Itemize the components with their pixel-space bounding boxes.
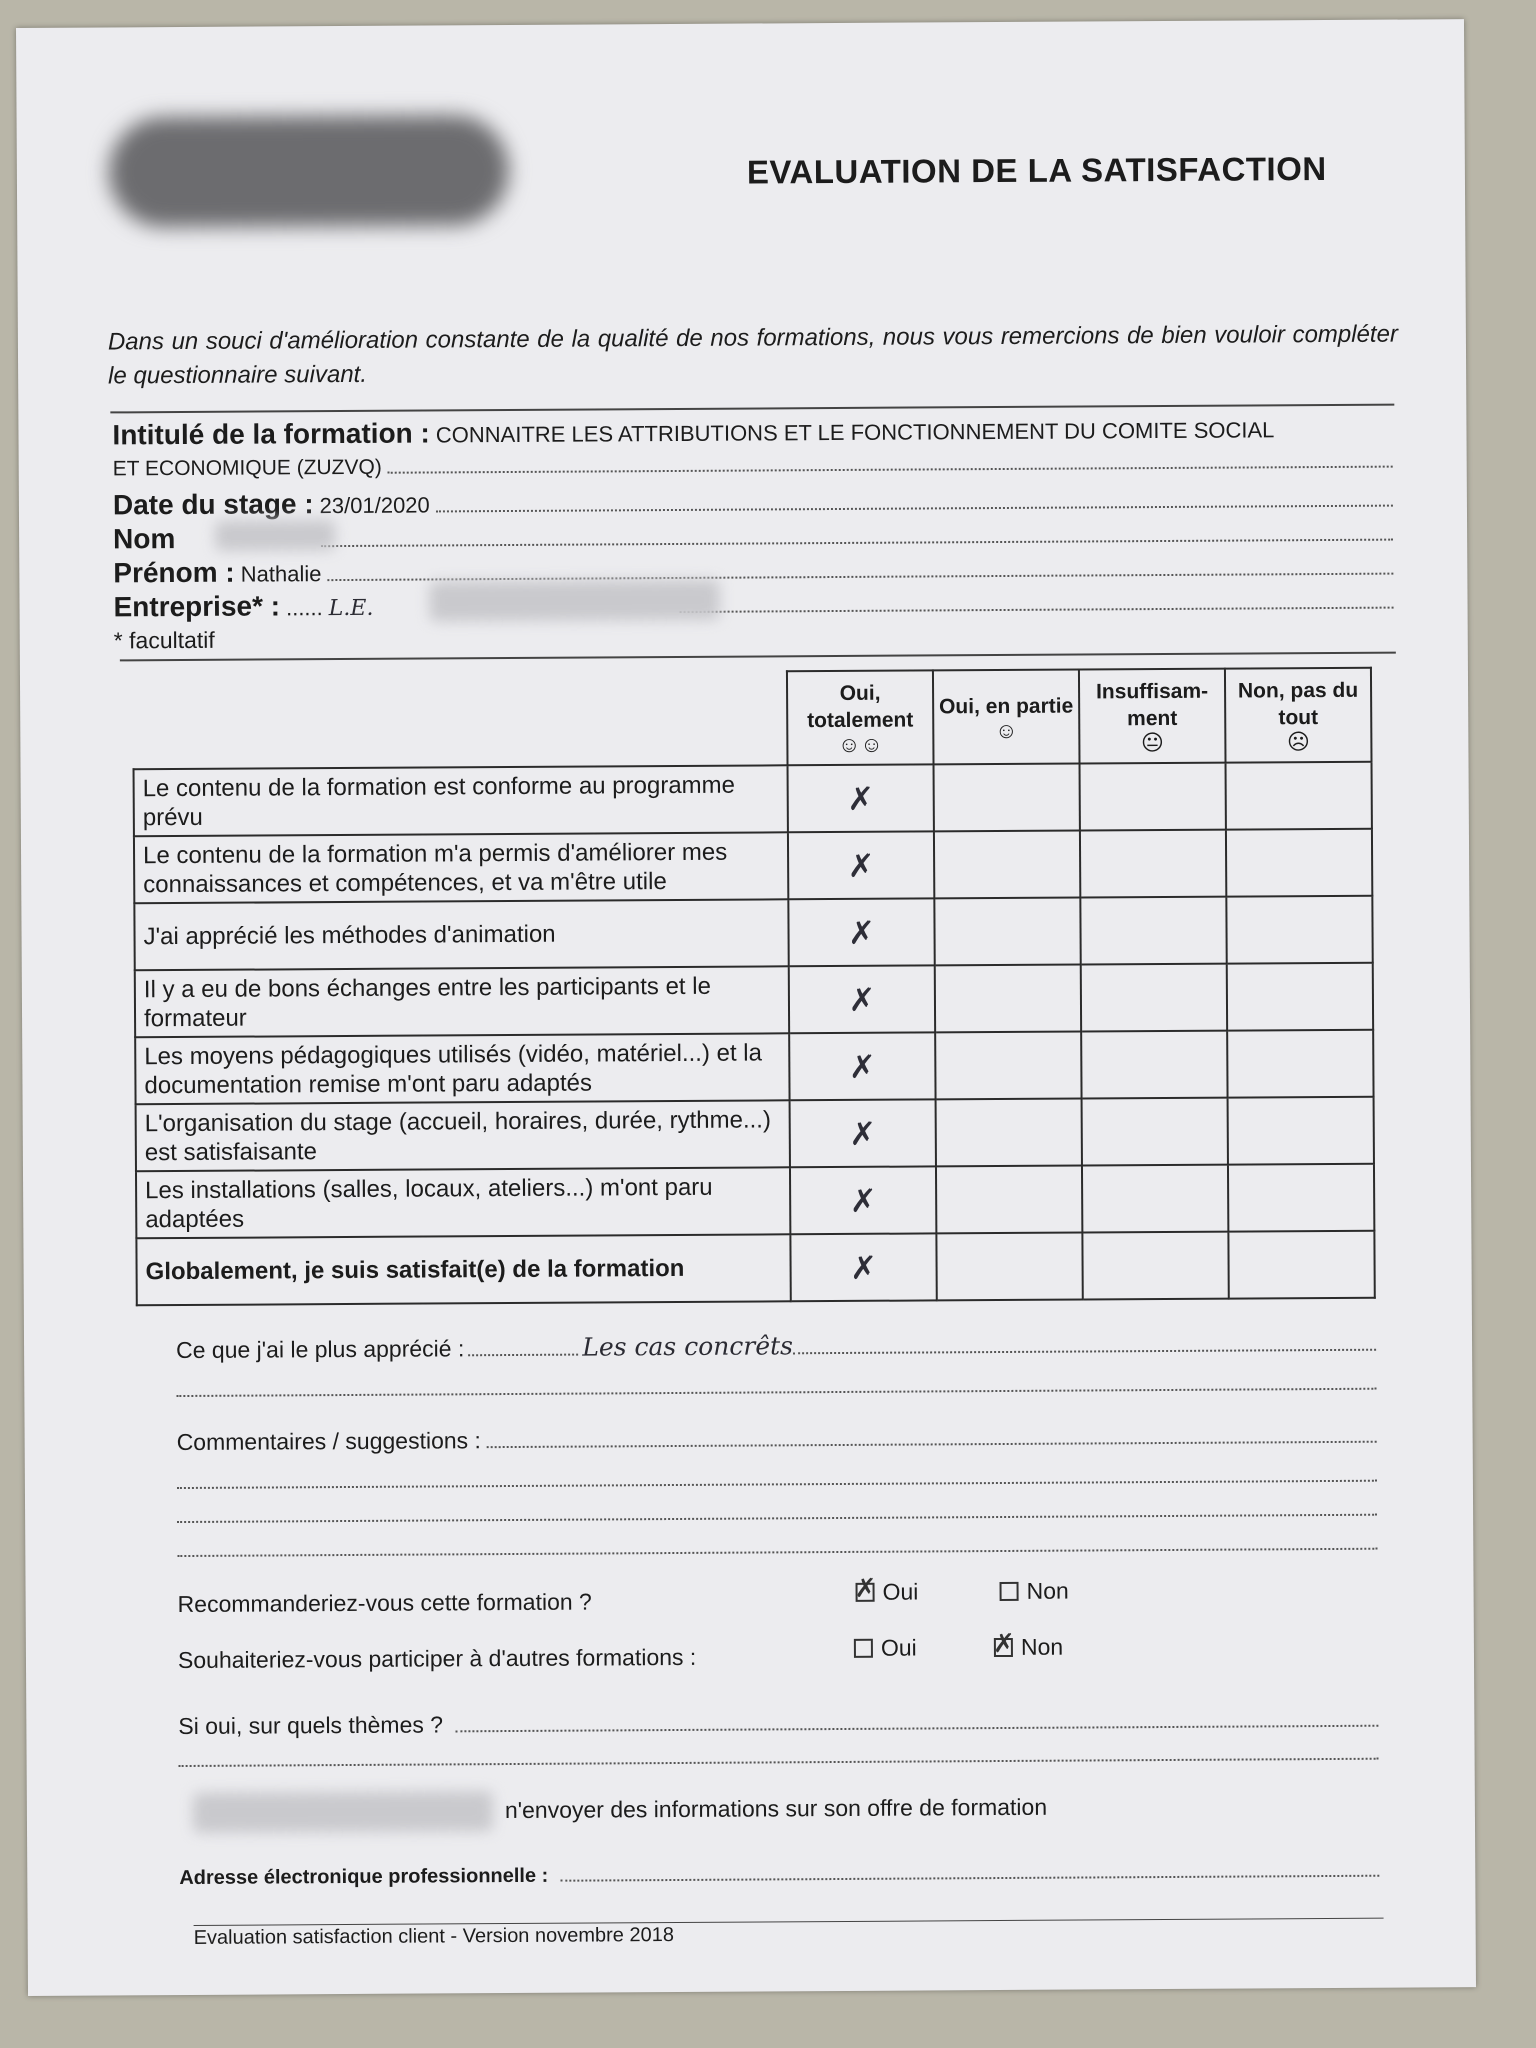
adresse-label: Adresse électronique professionnelle :	[179, 1864, 549, 1890]
column-header: Oui, totalement ☺☺	[787, 670, 934, 765]
answer-cell[interactable]	[1081, 964, 1227, 1032]
checkbox[interactable]	[1000, 1582, 1019, 1601]
question-text: Le contenu de la formation est conforme au programme prévu	[134, 765, 788, 836]
answer-cell[interactable]	[1080, 897, 1226, 965]
check-mark-icon: ✗	[847, 779, 875, 818]
question-text: Globalement, je suis satisfait(e) de la formation	[136, 1234, 790, 1305]
column-header: Oui, en partie ☺	[933, 670, 1080, 765]
checkbox[interactable]	[854, 1639, 873, 1658]
answer-cell[interactable]	[1228, 1164, 1374, 1232]
apprecie-value: Les cas concrêts	[582, 1331, 794, 1362]
formation-value-1: CONNAITRE LES ATTRIBUTIONS ET LE FONCTIONNEMENT DU COMITE SOCIAL	[435, 417, 1275, 448]
answer-cell[interactable]	[789, 965, 935, 1033]
answer-cell[interactable]	[935, 1032, 1081, 1100]
answer-cell[interactable]	[1227, 1030, 1373, 1098]
answer-cell[interactable]	[1082, 1232, 1228, 1300]
answer-cell[interactable]	[1226, 896, 1372, 964]
answer-cell[interactable]	[790, 1099, 936, 1167]
answer-cell[interactable]	[1082, 1165, 1228, 1233]
commentaires-field	[177, 1422, 1377, 1456]
envoyer-text: n'envoyer des informations sur son offre de formation	[504, 1793, 1048, 1824]
themes-label: Si oui, sur quels thèmes ?	[178, 1711, 444, 1740]
answer-cell[interactable]	[790, 1233, 936, 1301]
answer-cell[interactable]	[1228, 1231, 1374, 1299]
table-row	[134, 896, 1372, 971]
answer-cell[interactable]	[935, 965, 1081, 1033]
answer-cell[interactable]	[1080, 830, 1226, 898]
formation-value-2: ET ECONOMIQUE (ZUZVQ)	[112, 455, 382, 481]
evaluation-table	[132, 667, 1376, 1307]
participer-oui-checkbox[interactable]: Oui	[854, 1635, 917, 1662]
facultatif-note: * facultatif	[113, 626, 215, 654]
question-text: Les installations (salles, locaux, ateliers...) m'ont paru adaptées	[136, 1167, 790, 1238]
check-mark-icon: ✗	[849, 1181, 877, 1220]
check-mark-icon: ✗	[849, 1114, 877, 1153]
recommander-question: Recommanderiez-vous cette formation ?	[177, 1588, 592, 1618]
answer-cell[interactable]	[1080, 763, 1226, 831]
company-name-redacted	[193, 1791, 493, 1833]
footer-version: Evaluation satisfaction client - Version novembre 2018	[193, 1924, 675, 1949]
question-text: Le contenu de la formation m'a permis d'améliorer mes connaissances et compétences, et va m'être utile	[134, 832, 788, 903]
question-text: Il y a eu de bons échanges entre les participants et le formateur	[135, 966, 789, 1037]
answer-cell[interactable]	[934, 764, 1080, 832]
intro-text: Dans un souci d'amélioration constante de la qualité de nos formations, nous vous remercions de bien vouloir compléter le questionnaire suivant.	[107, 320, 1398, 390]
themes-field	[178, 1706, 1378, 1740]
table-row	[135, 1030, 1373, 1105]
column-header: Non, pas du tout ☹	[1225, 668, 1372, 763]
answer-cell[interactable]	[936, 1233, 1082, 1301]
apprecie-label: Ce que j'ai le plus apprécié :	[175, 1335, 465, 1364]
answer-cell[interactable]	[789, 1032, 935, 1100]
check-mark-icon: ✗	[848, 1047, 876, 1086]
date-label: Date du stage :	[112, 488, 314, 521]
answer-cell[interactable]	[1081, 1031, 1227, 1099]
divider	[194, 1918, 1384, 1926]
checkbox[interactable]	[856, 1583, 875, 1602]
table-row	[135, 963, 1373, 1038]
question-text: Les moyens pédagogiques utilisés (vidéo, matériel...) et la documentation remise m'ont paru adaptés	[135, 1033, 789, 1104]
answer-cell[interactable]	[790, 1166, 936, 1234]
answer-cell[interactable]	[788, 898, 934, 966]
entreprise-value-redacted	[429, 580, 719, 622]
answer-cell[interactable]	[1228, 1097, 1374, 1165]
answer-cell[interactable]	[788, 764, 934, 832]
table-row	[136, 1231, 1374, 1306]
answer-cell[interactable]	[1226, 762, 1372, 830]
answer-cell[interactable]	[1227, 963, 1373, 1031]
question-text: J'ai apprécié les méthodes d'animation	[134, 899, 788, 970]
date-field	[113, 482, 1393, 522]
question-text: L'organisation du stage (accueil, horaires, durée, rythme...) est satisfaisante	[136, 1100, 790, 1171]
checkbox[interactable]	[994, 1638, 1013, 1657]
table-row	[136, 1097, 1374, 1172]
formation-label: Intitulé de la formation :	[112, 417, 430, 451]
answer-cell[interactable]	[788, 831, 934, 899]
prenom-field	[113, 550, 1393, 590]
entreprise-value: L.E.	[328, 595, 374, 622]
formation-field-cont	[113, 450, 1393, 482]
answer-cell[interactable]	[936, 1099, 1082, 1167]
answer-cell[interactable]	[934, 831, 1080, 899]
prenom-label: Prénom :	[113, 556, 235, 589]
check-mark-icon: ✗	[848, 913, 876, 952]
answer-cell[interactable]	[1082, 1098, 1228, 1166]
entreprise-field: Entreprise* : ...... L.E.	[113, 584, 1393, 624]
date-value: 23/01/2020	[319, 492, 430, 519]
check-mark-icon: ✗	[848, 980, 876, 1019]
column-header: Insuffisam- ment 😐	[1079, 669, 1226, 764]
adresse-field	[179, 1860, 1379, 1890]
entreprise-label: Entreprise* :	[113, 590, 281, 623]
check-mark-icon: ✗	[850, 1248, 878, 1287]
nom-value-redacted	[215, 520, 335, 551]
participer-question: Souhaiteriez-vous participer à d'autres formations :	[177, 1643, 697, 1674]
commentaires-label: Commentaires / suggestions :	[176, 1427, 481, 1456]
form-sheet	[16, 19, 1476, 1996]
nom-label: Nom	[113, 523, 176, 555]
page-title: EVALUATION DE LA SATISFACTION	[746, 149, 1327, 191]
check-mark-icon: ✗	[847, 846, 875, 885]
prenom-value: Nathalie	[240, 561, 322, 587]
apprecie-field	[176, 1328, 1376, 1364]
table-row	[134, 762, 1372, 837]
recommander-oui-checkbox[interactable]: ✗ Oui	[855, 1579, 918, 1606]
company-logo-blurred	[109, 115, 510, 227]
table-row	[134, 829, 1372, 904]
formation-field	[112, 412, 1392, 452]
answer-cell[interactable]	[934, 898, 1080, 966]
answer-cell[interactable]	[1226, 829, 1372, 897]
answer-cell[interactable]	[936, 1166, 1082, 1234]
recommander-non-checkbox[interactable]: Non	[999, 1578, 1068, 1605]
table-row	[136, 1164, 1374, 1239]
participer-non-checkbox[interactable]: ✗ Non	[994, 1634, 1063, 1661]
